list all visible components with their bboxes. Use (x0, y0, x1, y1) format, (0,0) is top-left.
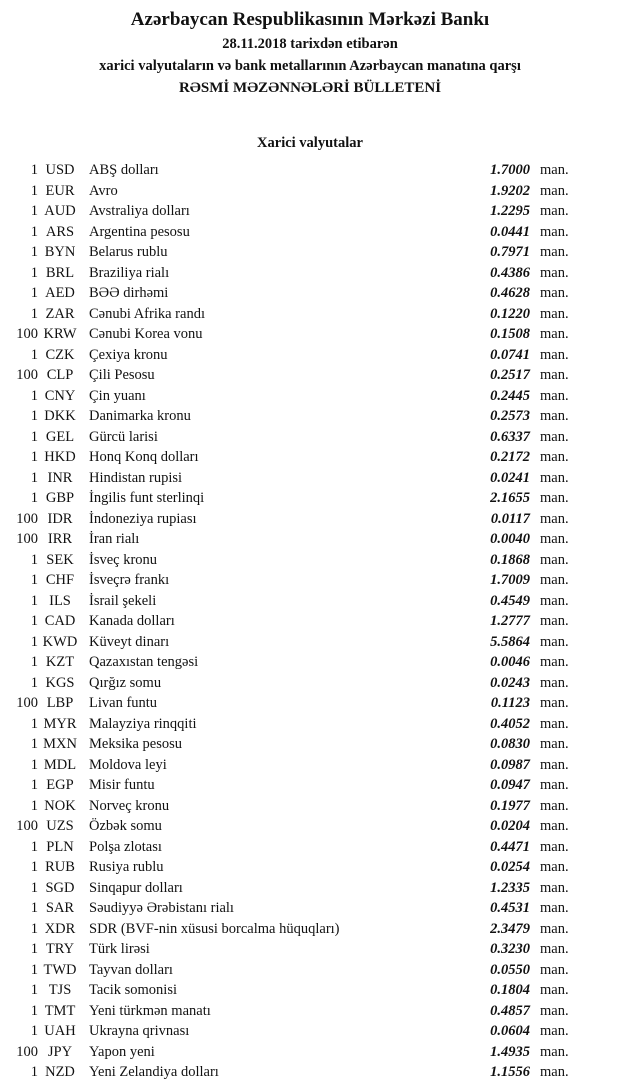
currency-row (0, 345, 590, 366)
currency-name: Misir funtu (89, 777, 155, 793)
currency-row (0, 365, 590, 386)
currency-quantity: 100 (16, 510, 38, 527)
currency-row (0, 242, 590, 263)
currency-unit: man. (540, 982, 569, 998)
currency-rate: 1.7000 (490, 162, 530, 178)
currency-name: Polşa zlotası (89, 838, 162, 855)
bulletin-name: RƏSMİ MƏZƏNNƏLƏRİ BÜLLETENİ (178, 80, 442, 96)
currency-code: HKD (44, 449, 76, 465)
currency-unit: man. (540, 592, 569, 609)
currency-unit: man. (540, 859, 569, 875)
currency-rate: 1.7009 (490, 572, 530, 588)
currency-unit: man. (540, 838, 569, 855)
currency-rate: 1.9202 (490, 182, 530, 199)
currency-unit: man. (540, 531, 569, 547)
currency-code: SGD (45, 879, 75, 896)
currency-rate: 1.1556 (490, 1064, 530, 1080)
currency-rate: 0.0987 (490, 756, 530, 773)
currency-code: LBP (46, 695, 74, 711)
currency-name: Cənubi Korea vonu (89, 326, 203, 342)
currency-quantity: 1 (30, 490, 38, 506)
currency-quantity: 1 (30, 674, 38, 691)
currency-code: UAH (44, 1023, 76, 1039)
currency-code: MYR (43, 715, 77, 732)
currency-unit: man. (540, 674, 569, 691)
currency-name: Özbək somu (89, 818, 162, 834)
currency-quantity: 100 (16, 367, 38, 383)
currency-name: Braziliya rialı (89, 264, 170, 281)
currency-quantity: 1 (30, 797, 38, 814)
currency-unit: man. (540, 695, 569, 711)
currency-quantity: 1 (30, 1064, 38, 1080)
currency-code: CNY (44, 387, 76, 404)
currency-quantity: 1 (30, 592, 38, 609)
currency-quantity: 1 (30, 162, 38, 178)
currency-rate: 0.4857 (490, 1002, 530, 1019)
currency-unit: man. (540, 428, 569, 445)
currency-row (0, 796, 590, 817)
currency-code: MDL (43, 756, 77, 773)
currency-unit: man. (540, 715, 569, 732)
currency-quantity: 1 (30, 285, 38, 301)
currency-name: İsrail şekeli (89, 592, 157, 609)
currency-unit: man. (540, 162, 569, 178)
currency-code: IRR (47, 531, 73, 547)
currency-unit: man. (540, 182, 569, 199)
currency-code: CLP (46, 367, 74, 383)
currency-row (0, 427, 590, 448)
currency-rate: 0.1123 (490, 695, 530, 711)
currency-rate-table (0, 160, 620, 1083)
currency-rate: 0.4628 (490, 285, 530, 301)
currency-code: SEK (46, 551, 74, 568)
currency-quantity: 1 (30, 941, 38, 957)
currency-rate: 0.0241 (490, 469, 530, 486)
currency-name: Avro (89, 182, 118, 199)
currency-rate: 0.0550 (490, 961, 530, 978)
currency-rate: 0.4549 (490, 592, 530, 609)
currency-quantity: 1 (30, 223, 38, 240)
currency-rate: 0.2445 (490, 387, 530, 404)
currency-quantity: 1 (30, 408, 38, 424)
currency-name: İran rialı (89, 531, 140, 547)
currency-name: Çili Pesosu (89, 367, 155, 383)
currency-quantity: 100 (16, 326, 38, 342)
currency-rate: 0.4386 (490, 264, 530, 281)
bulletin-header (0, 6, 620, 99)
currency-row (0, 283, 590, 304)
currency-code: TJS (48, 982, 72, 998)
currency-quantity: 1 (30, 756, 38, 773)
currency-row (0, 857, 590, 878)
currency-code: CAD (44, 613, 76, 629)
currency-code: BRL (45, 264, 75, 281)
currency-rate: 0.1508 (490, 326, 530, 342)
currency-row (0, 652, 590, 673)
currency-unit: man. (540, 305, 569, 322)
currency-code: RUB (45, 859, 75, 875)
currency-name: Belarus rublu (89, 244, 168, 260)
currency-unit: man. (540, 797, 569, 814)
currency-code: UZS (46, 818, 74, 834)
currency-name: Türk lirəsi (89, 941, 150, 957)
currency-rate: 0.1804 (490, 982, 530, 998)
currency-name: Kanada dolları (89, 613, 175, 629)
currency-quantity: 1 (30, 1002, 38, 1019)
currency-unit: man. (540, 285, 569, 301)
currency-unit: man. (540, 572, 569, 588)
currency-code: CZK (45, 346, 75, 363)
currency-code: KZT (45, 654, 75, 670)
currency-code: EGP (46, 777, 74, 793)
currency-name: Çexiya kronu (89, 346, 168, 363)
currency-row (0, 406, 590, 427)
currency-rate: 0.0604 (490, 1023, 530, 1039)
currency-name: Yapon yeni (89, 1043, 155, 1060)
currency-unit: man. (540, 326, 569, 342)
currency-row (0, 939, 590, 960)
currency-code: IDR (47, 510, 73, 527)
currency-code: EUR (45, 182, 75, 199)
currency-code: JPY (47, 1043, 73, 1060)
currency-rate: 0.0254 (490, 859, 530, 875)
currency-code: XDR (44, 920, 76, 937)
currency-unit: man. (540, 777, 569, 793)
currency-name: Sinqapur dolları (89, 879, 183, 896)
currency-quantity: 100 (16, 695, 38, 711)
currency-rate: 0.3230 (490, 941, 530, 957)
currency-quantity: 1 (30, 838, 38, 855)
currency-name: Qazaxıstan tengəsi (89, 654, 199, 670)
currency-name: Yeni Zelandiya dolları (89, 1064, 219, 1080)
currency-code: PLN (46, 838, 74, 855)
currency-rate: 0.0830 (490, 736, 530, 752)
currency-rate: 0.0040 (490, 531, 530, 547)
currency-row (0, 714, 590, 735)
currency-unit: man. (540, 408, 569, 424)
currency-code: INR (47, 469, 73, 486)
currency-row (0, 1042, 590, 1063)
currency-unit: man. (540, 941, 569, 957)
currency-code: USD (45, 162, 75, 178)
currency-row (0, 263, 590, 284)
currency-unit: man. (540, 900, 569, 916)
currency-row (0, 980, 590, 1001)
currency-unit: man. (540, 510, 569, 527)
currency-quantity: 1 (30, 879, 38, 896)
currency-quantity: 1 (30, 633, 38, 650)
currency-quantity: 1 (30, 387, 38, 404)
currency-row (0, 755, 590, 776)
currency-unit: man. (540, 346, 569, 363)
currency-quantity: 1 (30, 900, 38, 916)
currency-row (0, 181, 590, 202)
currency-code: ILS (49, 592, 71, 609)
currency-rate: 2.3479 (490, 920, 530, 937)
currency-rate: 0.2573 (490, 408, 530, 424)
currency-name: SDR (BVF-nin xüsusi borcalma hüquqları) (89, 920, 340, 937)
currency-row (0, 898, 590, 919)
currency-name: BƏƏ dirhəmi (89, 285, 169, 301)
currency-row (0, 591, 590, 612)
currency-name: Yeni türkmən manatı (89, 1002, 211, 1019)
currency-rate: 0.4471 (490, 838, 530, 855)
currency-name: Honq Konq dolları (89, 449, 199, 465)
currency-name: İsveçrə frankı (89, 572, 170, 588)
currency-row (0, 201, 590, 222)
currency-code: TWD (43, 961, 77, 978)
currency-name: Danimarka kronu (89, 408, 191, 424)
currency-code: KWD (42, 633, 78, 650)
currency-quantity: 1 (30, 982, 38, 998)
currency-name: İsveç kronu (89, 551, 158, 568)
currency-code: ARS (45, 223, 75, 240)
currency-quantity: 1 (30, 203, 38, 219)
currency-quantity: 1 (30, 264, 38, 281)
currency-quantity: 1 (30, 572, 38, 588)
currency-name: Livan funtu (89, 695, 158, 711)
currency-rate: 0.1977 (490, 797, 530, 814)
currency-rate: 0.0741 (490, 346, 530, 363)
currency-row (0, 816, 590, 837)
currency-quantity: 1 (30, 613, 38, 629)
currency-code: MXN (43, 736, 77, 752)
currency-unit: man. (540, 490, 569, 506)
bulletin-subtitle: xarici valyutaların və bank metallarının Azərbaycan manatına qarşı (99, 58, 521, 74)
currency-unit: man. (540, 613, 569, 629)
currency-unit: man. (540, 264, 569, 281)
currency-rate: 1.2295 (490, 203, 530, 219)
currency-code: DKK (44, 408, 76, 424)
bank-title: Azərbaycan Respublikasının Mərkəzi Bankı (130, 9, 490, 30)
currency-rate: 0.6337 (490, 428, 530, 445)
currency-name: Moldova leyi (89, 756, 167, 773)
currency-name: Cənubi Afrika randı (89, 305, 205, 322)
section-title-foreign-currencies: Xarici valyutalar (257, 135, 363, 151)
currency-row (0, 1001, 590, 1022)
currency-row (0, 488, 590, 509)
currency-unit: man. (540, 469, 569, 486)
currency-rate: 1.2335 (490, 879, 530, 896)
currency-code: AUD (44, 203, 76, 219)
currency-quantity: 1 (30, 305, 38, 322)
currency-quantity: 1 (30, 551, 38, 568)
currency-unit: man. (540, 818, 569, 834)
currency-code: ZAR (45, 305, 75, 322)
currency-unit: man. (540, 1002, 569, 1019)
currency-row (0, 960, 590, 981)
currency-rate: 2.1655 (490, 490, 530, 506)
currency-row (0, 919, 590, 940)
currency-unit: man. (540, 1023, 569, 1039)
currency-name: İndoneziya rupiası (89, 510, 197, 527)
currency-unit: man. (540, 961, 569, 978)
currency-rate: 0.0046 (490, 654, 530, 670)
currency-rate: 0.0947 (490, 777, 530, 793)
currency-name: Gürcü larisi (89, 428, 158, 445)
currency-unit: man. (540, 1043, 569, 1060)
currency-row (0, 386, 590, 407)
currency-unit: man. (540, 551, 569, 568)
currency-rate: 0.0204 (490, 818, 530, 834)
currency-row (0, 160, 590, 181)
currency-unit: man. (540, 756, 569, 773)
currency-row (0, 509, 590, 530)
currency-name: Argentina pesosu (89, 223, 190, 240)
currency-row (0, 222, 590, 243)
currency-row (0, 570, 590, 591)
currency-quantity: 100 (16, 818, 38, 834)
currency-name: ABŞ dolları (89, 162, 159, 178)
currency-rate: 1.4935 (490, 1043, 530, 1060)
currency-quantity: 1 (30, 469, 38, 486)
currency-rate: 0.0117 (490, 510, 530, 527)
currency-quantity: 1 (30, 244, 38, 260)
currency-code: NZD (45, 1064, 75, 1080)
currency-rate: 5.5864 (490, 633, 530, 650)
currency-name: Səudiyyə Ərəbistanı rialı (89, 900, 234, 916)
currency-row (0, 673, 590, 694)
currency-row (0, 775, 590, 796)
currency-unit: man. (540, 367, 569, 383)
currency-unit: man. (540, 449, 569, 465)
currency-code: KRW (43, 326, 77, 342)
currency-rate: 0.1220 (490, 305, 530, 322)
currency-row (0, 837, 590, 858)
currency-row (0, 878, 590, 899)
currency-name: Çin yuanı (89, 387, 146, 404)
currency-code: KGS (45, 674, 75, 691)
currency-code: NOK (44, 797, 76, 814)
currency-name: Meksika pesosu (89, 736, 183, 752)
currency-code: AED (45, 285, 75, 301)
currency-row (0, 1021, 590, 1042)
currency-quantity: 100 (16, 531, 38, 547)
currency-unit: man. (540, 920, 569, 937)
currency-rate: 0.7971 (490, 244, 530, 260)
currency-quantity: 1 (30, 1023, 38, 1039)
currency-row (0, 632, 590, 653)
currency-quantity: 1 (30, 346, 38, 363)
currency-name: Malayziya rinqqiti (89, 715, 197, 732)
currency-quantity: 1 (30, 449, 38, 465)
currency-quantity: 1 (30, 961, 38, 978)
currency-quantity: 1 (30, 736, 38, 752)
currency-rate: 0.2172 (490, 449, 530, 465)
currency-code: CHF (45, 572, 75, 588)
currency-row (0, 1062, 590, 1083)
currency-code: TRY (45, 941, 75, 957)
currency-name: Qırğız somu (89, 674, 162, 691)
currency-row (0, 550, 590, 571)
currency-quantity: 1 (30, 182, 38, 199)
currency-code: SAR (45, 900, 75, 916)
currency-name: Tacik somonisi (89, 982, 177, 998)
currency-rate: 1.2777 (490, 613, 530, 629)
currency-quantity: 1 (30, 777, 38, 793)
currency-name: Küveyt dinarı (89, 633, 170, 650)
currency-row (0, 304, 590, 325)
currency-unit: man. (540, 879, 569, 896)
currency-rate: 0.2517 (490, 367, 530, 383)
currency-quantity: 1 (30, 428, 38, 445)
currency-rate: 0.4531 (490, 900, 530, 916)
currency-rate: 0.0243 (490, 674, 530, 691)
currency-unit: man. (540, 654, 569, 670)
currency-quantity: 1 (30, 654, 38, 670)
currency-rate: 0.4052 (490, 715, 530, 732)
currency-name: Ukrayna qrivnası (89, 1023, 190, 1039)
currency-name: Norveç kronu (89, 797, 170, 814)
currency-unit: man. (540, 203, 569, 219)
currency-code: GEL (45, 428, 75, 445)
currency-row (0, 611, 590, 632)
currency-name: Hindistan rupisi (89, 469, 183, 486)
currency-unit: man. (540, 1064, 569, 1080)
currency-unit: man. (540, 633, 569, 650)
currency-quantity: 1 (30, 859, 38, 875)
currency-unit: man. (540, 736, 569, 752)
currency-name: Tayvan dolları (89, 961, 173, 978)
currency-name: İngilis funt sterlinqi (89, 490, 205, 506)
currency-quantity: 100 (16, 1043, 38, 1060)
effective-date-line: 28.11.2018 tarixdən etibarən (222, 36, 398, 52)
currency-row (0, 324, 590, 345)
currency-rate: 0.1868 (490, 551, 530, 568)
currency-row (0, 468, 590, 489)
currency-quantity: 1 (30, 715, 38, 732)
currency-row (0, 734, 590, 755)
currency-row (0, 447, 590, 468)
currency-quantity: 1 (30, 920, 38, 937)
currency-rate: 0.0441 (490, 223, 530, 240)
currency-code: TMT (44, 1002, 76, 1019)
currency-row (0, 693, 590, 714)
currency-name: Avstraliya dolları (89, 203, 190, 219)
currency-unit: man. (540, 244, 569, 260)
currency-code: BYN (44, 244, 76, 260)
currency-unit: man. (540, 387, 569, 404)
currency-code: GBP (45, 490, 75, 506)
currency-row (0, 529, 590, 550)
currency-name: Rusiya rublu (89, 859, 164, 875)
currency-unit: man. (540, 223, 569, 240)
